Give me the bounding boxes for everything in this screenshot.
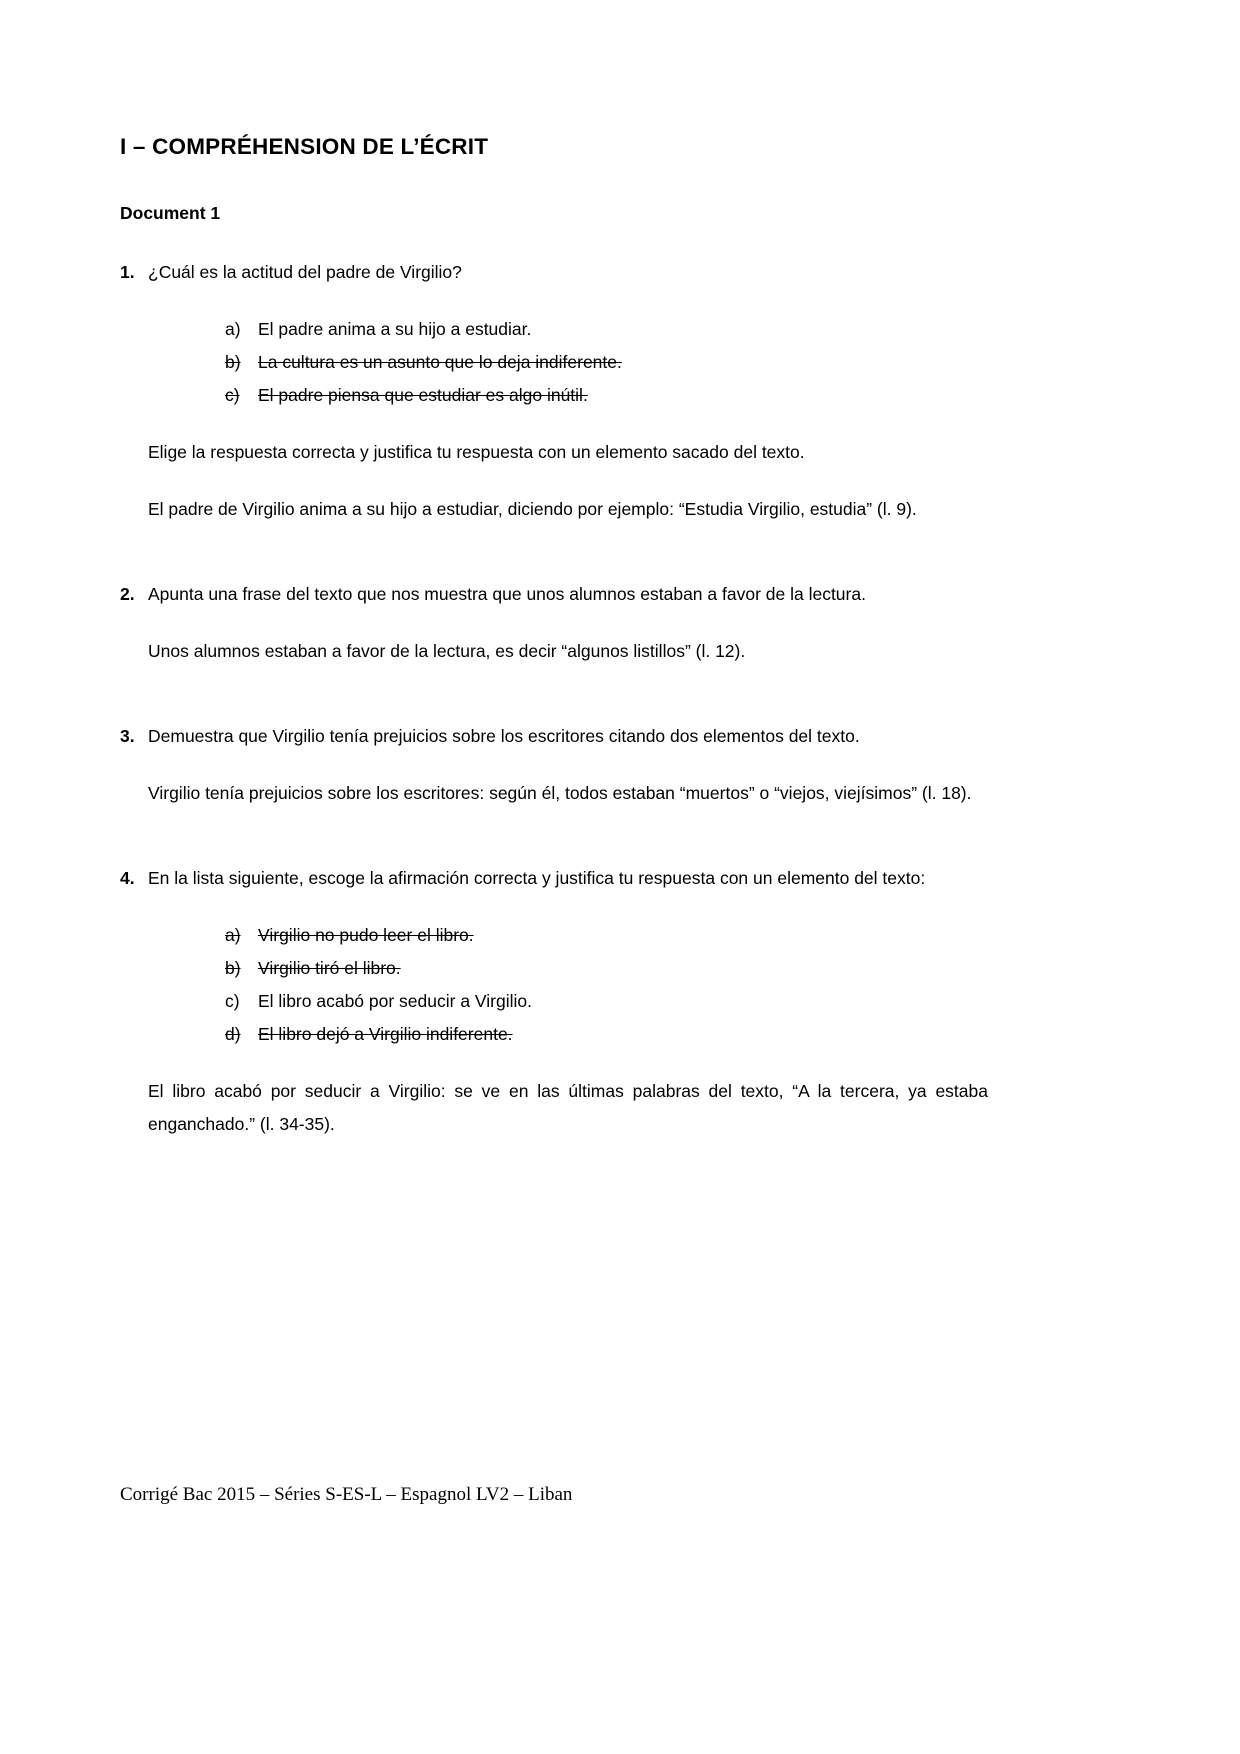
option-text: La cultura es un asunto que lo deja indiferente.: [258, 352, 622, 372]
option-text: El libro dejó a Virgilio indiferente.: [258, 1024, 513, 1044]
question-body: Demuestra que Virgilio tenía prejuicios sobre los escritores citando dos elementos del texto.: [148, 726, 860, 746]
document-subtitle: Document 1: [120, 203, 221, 223]
question-number: 3.: [120, 726, 135, 746]
option-label: c): [225, 991, 240, 1011]
question-body: En la lista siguiente, escoge la afirmación correcta y justifica tu respuesta con un elemento del texto:: [148, 868, 926, 888]
question-number: 2.: [120, 584, 135, 604]
option-label: c): [225, 385, 240, 405]
option-item: [225, 313, 988, 346]
question-1-text: [120, 256, 988, 289]
option-label: a): [225, 925, 241, 945]
page-title: I – COMPRÉHENSION DE L’ÉCRIT: [120, 134, 489, 159]
question-number: 4.: [120, 868, 135, 888]
option-text: Virgilio no pudo leer el libro.: [258, 925, 474, 945]
option-item: [225, 1018, 988, 1051]
answer-paragraph: El libro acabó por seducir a Virgilio: se ve en las últimas palabras del texto, “A la tercera, ya estaba enganchado.” (l. 34-35).: [148, 1081, 988, 1134]
question-body: ¿Cuál es la actitud del padre de Virgilio?: [148, 262, 462, 282]
answer-paragraph: Unos alumnos estaban a favor de la lectura, es decir “algunos listillos” (l. 12).: [148, 641, 746, 661]
option-text: El padre anima a su hijo a estudiar.: [258, 319, 532, 339]
question-1: [120, 256, 988, 526]
question-4: [120, 862, 988, 1141]
question-body: Apunta una frase del texto que nos muestra que unos alumnos estaban a favor de la lectura.: [148, 584, 866, 604]
option-item: [225, 952, 988, 985]
option-item: [225, 379, 988, 412]
option-item: [225, 985, 988, 1018]
option-label: d): [225, 1024, 241, 1044]
question-1-options: [225, 313, 988, 412]
question-4-text: [120, 862, 988, 895]
instruction-paragraph: Elige la respuesta correcta y justifica tu respuesta con un elemento sacado del texto.: [148, 442, 805, 462]
question-4-options: [225, 919, 988, 1051]
option-text: Virgilio tiró el libro.: [258, 958, 401, 978]
option-item: [225, 919, 988, 952]
answer-paragraph: El padre de Virgilio anima a su hijo a estudiar, diciendo por ejemplo: “Estudia Virgilio, estudia” (l. 9).: [148, 499, 917, 519]
option-label: a): [225, 319, 241, 339]
option-item: [225, 346, 988, 379]
option-text: El libro acabó por seducir a Virgilio.: [258, 991, 532, 1011]
question-2: [120, 578, 988, 668]
option-text: El padre piensa que estudiar es algo inútil.: [258, 385, 588, 405]
question-2-text: [120, 578, 988, 611]
page-footer: Corrigé Bac 2015 – Séries S-ES-L – Espagnol LV2 – Liban: [120, 1484, 573, 1505]
question-3: [120, 720, 988, 810]
question-number: 1.: [120, 262, 135, 282]
option-label: b): [225, 352, 241, 372]
option-label: b): [225, 958, 241, 978]
answer-paragraph: Virgilio tenía prejuicios sobre los escritores: según él, todos estaban “muertos” o “viejos, viejísimos” (l. 18).: [148, 783, 972, 803]
question-3-text: [120, 720, 988, 753]
